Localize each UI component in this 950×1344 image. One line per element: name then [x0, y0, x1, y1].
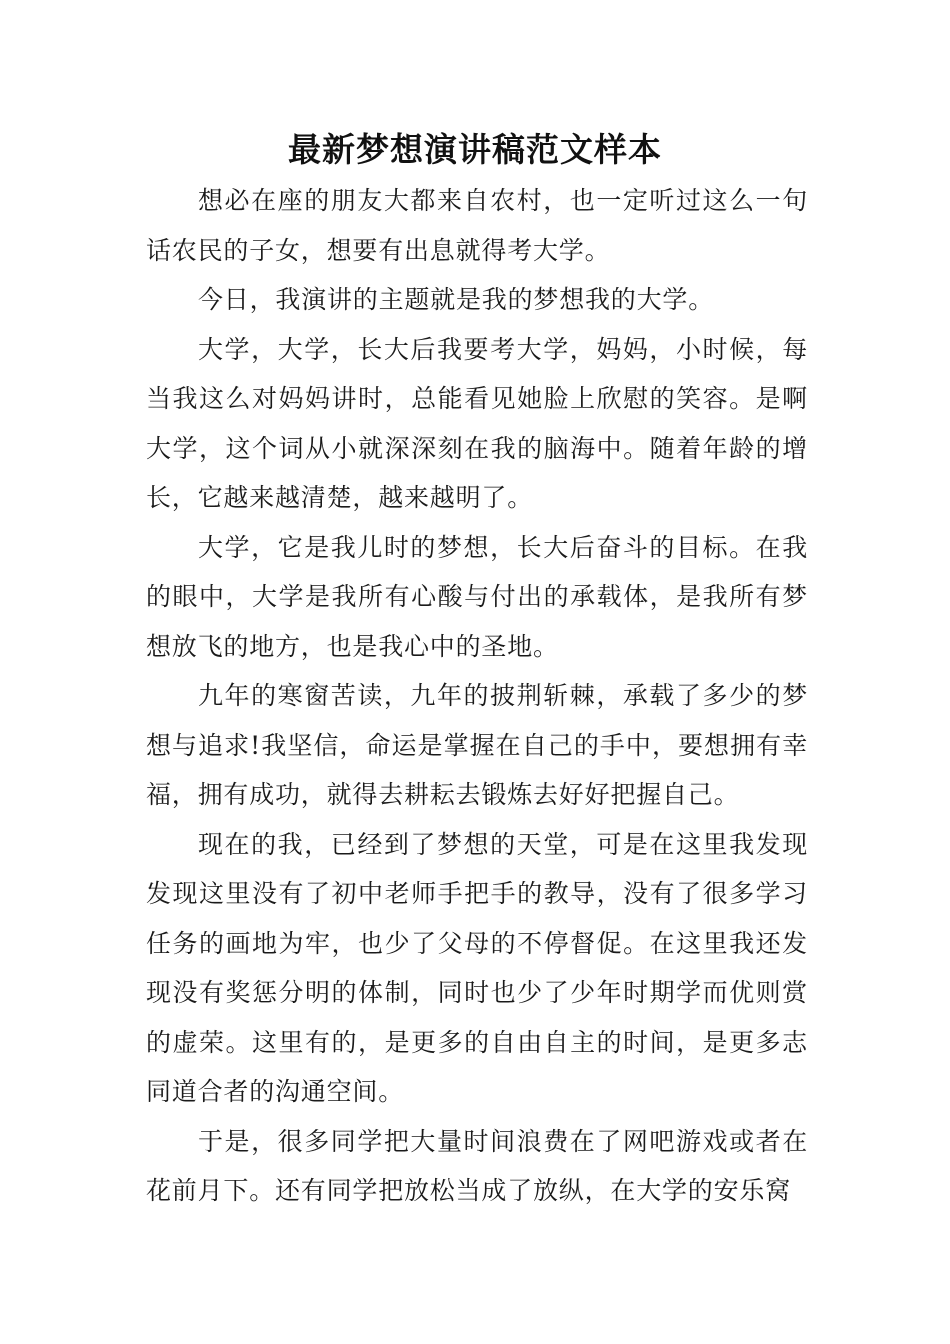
paragraph-2: 今日，我演讲的主题就是我的梦想我的大学。 [198, 285, 715, 314]
paragraph-4: 大学，它是我儿时的梦想，长大后奋斗的目标。在我的眼中，大学是我所有心酸与付出的承载体，是我所有梦想放飞的地方，也是我心中的圣地。 [146, 532, 808, 661]
paragraph-6: 现在的我，已经到了梦想的天堂，可是在这里我发现发现这里没有了初中老师手把手的教导，没有了很多学习任务的画地为牢，也少了父母的不停督促。在这里我还发现没有奖惩分明的体制，同时也少了少年时期学而优则赏的虚荣。这里有的，是更多的自由自主的时间，是更多志同道合者的沟通空间。 [146, 829, 808, 1106]
paragraph-5: 九年的寒窗苦读，九年的披荆斩棘，承载了多少的梦想与追求!我坚信，命运是掌握在自己的手中，要想拥有幸福，拥有成功，就得去耕耘去锻炼去好好把握自己。 [146, 681, 808, 809]
document-title: 最新梦想演讲稿范文样本 [288, 130, 662, 169]
document-body [146, 176, 808, 1216]
paragraph-3: 大学，大学，长大后我要考大学，妈妈，小时候，每当我这么对妈妈讲时，总能看见她脸上欣慰的笑容。是啊大学，这个词从小就深深刻在我的脑海中。随着年龄的增长，它越来越清楚，越来越明了。 [146, 334, 808, 512]
paragraph-1: 想必在座的朋友大都来自农村，也一定听过这么一句话农民的子女，想要有出息就得考大学。 [146, 186, 808, 265]
paragraph-7: 于是，很多同学把大量时间浪费在了网吧游戏或者在花前月下。还有同学把放松当成了放纵，在大学的安乐窝 [146, 1126, 808, 1205]
